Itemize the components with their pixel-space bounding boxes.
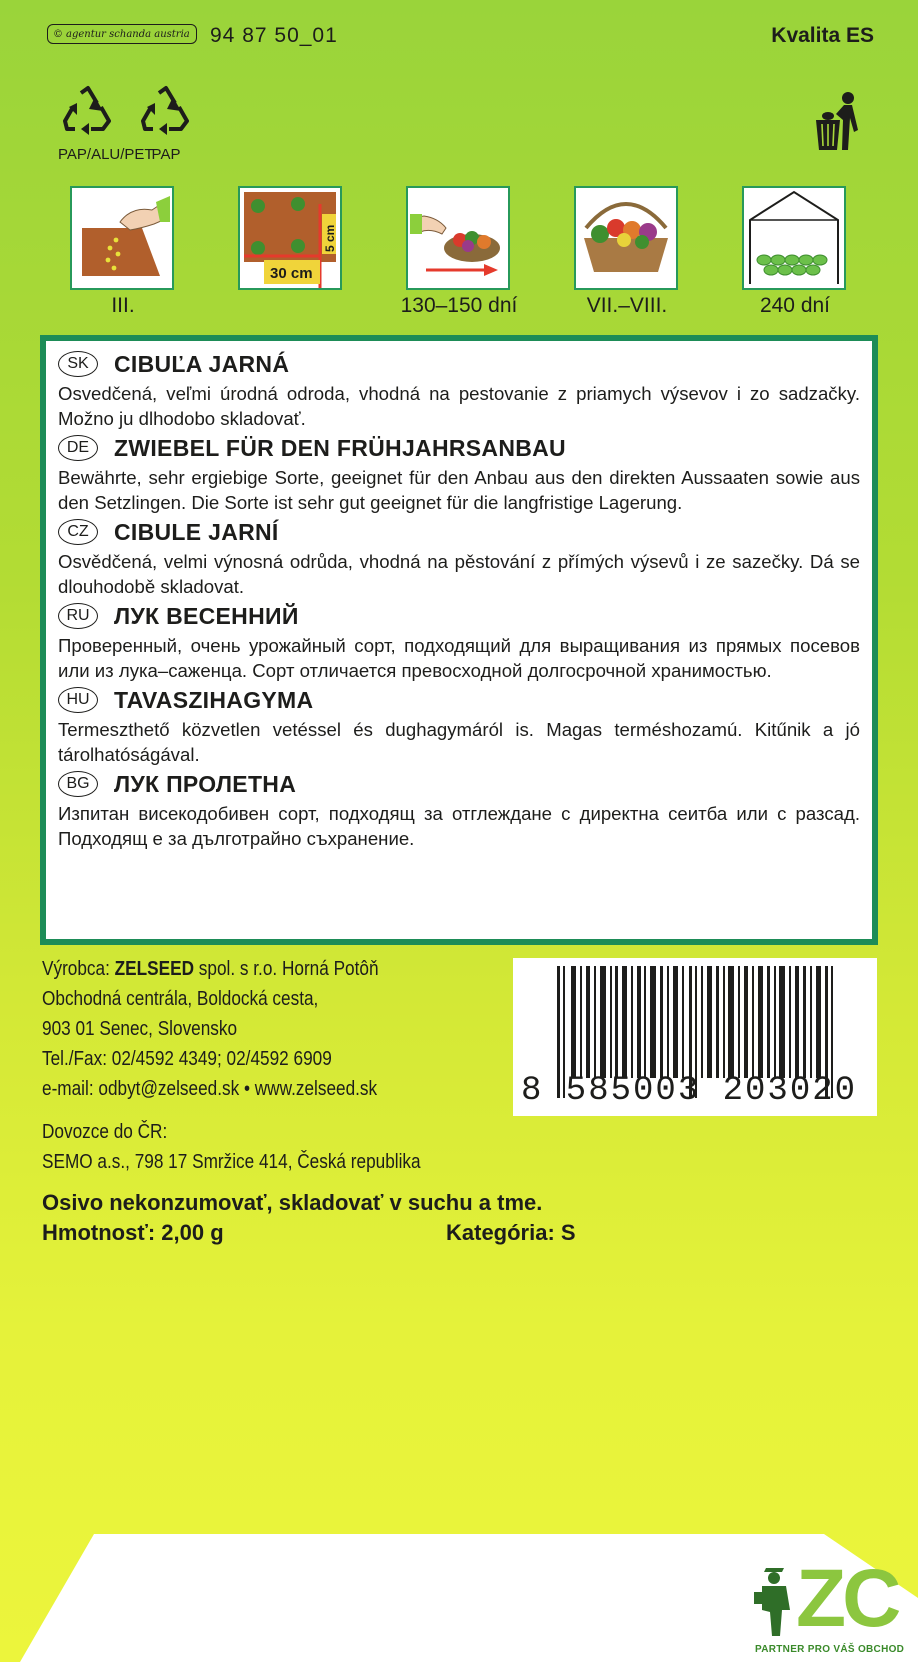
recycle-label-1: PAP/ALU/PET <box>58 146 154 163</box>
vegetable-basket-icon <box>574 186 678 290</box>
lang-title-bg: ЛУК ПРОЛЕТНА <box>114 770 297 797</box>
quality-label: Kvalita ES <box>771 24 874 47</box>
manufacturer-block <box>42 954 379 1104</box>
description-panel <box>40 335 878 945</box>
recycle-label-2: PAP <box>151 146 181 163</box>
lang-badge-hu: HU <box>58 687 98 713</box>
lang-title-de: ZWIEBEL FÜR DEN FRÜHJAHRSANBAU <box>114 434 566 461</box>
spacing-depth-label: 5 cm <box>323 224 337 252</box>
zc-tagline: PARTNER PRO VÁŠ OBCHOD <box>755 1644 905 1655</box>
icon-label-harvest-months: VII.–VIII. <box>586 294 668 317</box>
agency-badge <box>47 24 197 44</box>
trash-bin-icon <box>814 90 864 159</box>
zc-letters: ZC <box>796 1553 898 1644</box>
category-label: Kategória: S <box>446 1220 576 1245</box>
lang-section-sk <box>58 347 860 431</box>
manufacturer-brand: ZELSEED <box>114 958 195 980</box>
importer-address: SEMO a.s., 798 17 Smržice 414, Česká republika <box>42 1151 421 1173</box>
weight-label: Hmotnosť: 2,00 g <box>42 1220 224 1245</box>
spacing-width-label: 30 cm <box>270 265 313 282</box>
manufacturer-address-2: 903 01 Senec, Slovensko <box>42 1018 238 1040</box>
storage-warning: Osivo nekonzumovať, skladovať v suchu a tme. <box>42 1190 543 1215</box>
lang-badge-bg: BG <box>58 771 98 797</box>
importer-label: Dovozce do ČR: <box>42 1121 168 1143</box>
lang-desc-hu: Termeszthető közvetlen vetéssel és dughagymáról is. Magas terméshozamú. Kitűnik a jó tárolhatóságával. <box>58 719 860 765</box>
icon-label-harvest-days: 130–150 dní <box>400 294 518 317</box>
lang-title-ru: ЛУК ВЕСЕННИЙ <box>114 602 299 629</box>
manufacturer-phone: Tel./Fax: 02/4592 4349; 02/4592 6909 <box>42 1048 332 1070</box>
importer-block <box>42 1117 421 1177</box>
lang-badge-cz: CZ <box>58 519 98 545</box>
lang-badge-ru: RU <box>58 603 98 629</box>
icon-label-sowing: III. <box>111 294 135 317</box>
recycle-symbol-1 <box>58 85 154 163</box>
manufacturer-label: Výrobca: <box>42 958 110 980</box>
sowing-hand-icon <box>70 186 174 290</box>
lang-section-de <box>58 431 860 515</box>
product-code: 94 87 50_01 <box>210 24 338 47</box>
recycle-icon <box>137 85 195 139</box>
harvest-hand-icon <box>406 186 510 290</box>
lang-desc-sk: Osvedčená, veľmi úrodná odroda, vhodná na pestovanie z priamych výsevov i zo sadzačky. Možno ju dlhodobo skladovať. <box>58 383 860 429</box>
agency-badge-text: agentur schanda austria <box>66 28 190 40</box>
icon-label-storage: 240 dní <box>759 294 831 317</box>
lang-desc-de: Bewährte, sehr ergiebige Sorte, geeignet für den Anbau aus den direkten Aussaaten sowie aus den Setzlingen. Die Sorte ist sehr gut geeignet für die langfristige Lagerung. <box>58 467 860 513</box>
lang-title-hu: TAVASZIHAGYMA <box>114 686 314 713</box>
copyright-icon: © <box>53 28 63 40</box>
recycle-icon <box>59 85 117 139</box>
manufacturer-address-1: Obchodná centrála, Boldocká cesta, <box>42 988 319 1010</box>
lang-desc-cz: Osvědčená, velmi výnosná odrůda, vhodná na pěstování z přímých výsevů i ze sazečky. Dá se dlouhodobě skladovat. <box>58 551 860 597</box>
manufacturer-company: spol. s r.o. Horná Potôň <box>198 958 379 980</box>
barcode <box>513 958 877 1116</box>
lang-desc-bg: Изпитан висекодобивен сорт, подходящ за отглеждане с директна сеитба или с разсад. Подходящ е за дълготрайно съхранение. <box>58 803 860 849</box>
lang-title-cz: CIBULE JARNÍ <box>114 518 279 545</box>
lang-section-bg <box>58 767 860 851</box>
manufacturer-contact: e-mail: odbyt@zelseed.sk • www.zelseed.sk <box>42 1078 378 1100</box>
lang-section-cz <box>58 515 860 599</box>
lang-section-ru <box>58 599 860 683</box>
barcode-number: 8 585003 203020 <box>521 1072 858 1110</box>
lang-section-hu <box>58 683 860 767</box>
lang-badge-de: DE <box>58 435 98 461</box>
lang-title-sk: CIBUĽA JARNÁ <box>114 350 290 377</box>
spacing-icon <box>238 186 342 290</box>
storage-house-icon <box>742 186 846 290</box>
lang-badge-sk: SK <box>58 351 98 377</box>
lang-desc-ru: Проверенный, очень урожайный сорт, подходящий для выращивания из прямых посевов или из лука–саженца. Сорт отличается превосходной долгосрочной хранимостью. <box>58 635 860 681</box>
recycle-symbol-2 <box>136 85 196 163</box>
